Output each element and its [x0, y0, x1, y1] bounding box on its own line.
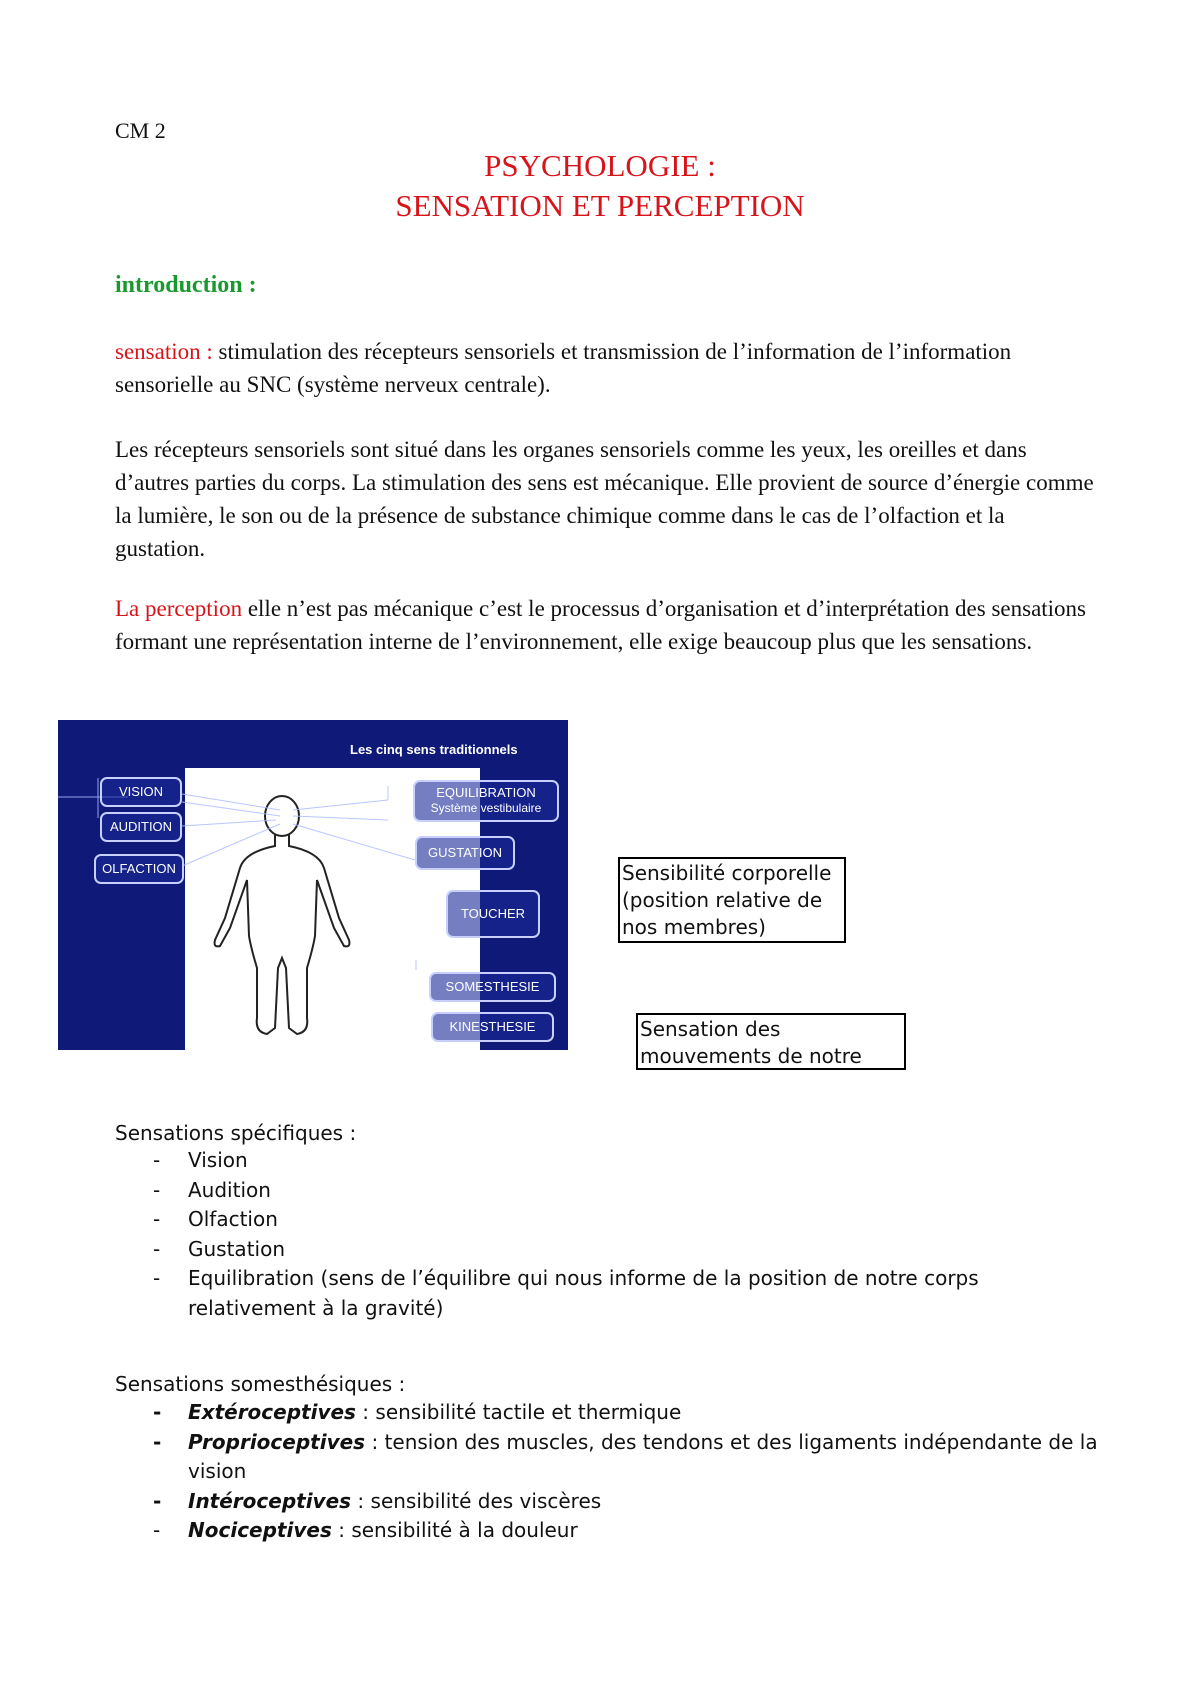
list-item — [115, 1516, 1108, 1546]
list-marker: - — [153, 1266, 161, 1290]
page-title-line1: PSYCHOLOGIE : — [484, 148, 716, 183]
list-item-text: : sensibilité tactile et thermique — [355, 1400, 682, 1424]
page-title-line2: SENSATION ET PERCEPTION — [395, 188, 805, 223]
list-marker: - — [153, 1177, 161, 1202]
list-item — [115, 1398, 1108, 1428]
list-item — [115, 1487, 1108, 1517]
list-item — [115, 1146, 1108, 1176]
equilibration-sublabel: Système vestibulaire — [430, 800, 542, 815]
five-senses-figure — [58, 720, 568, 1050]
sensation-definition: stimulation des récepteurs sensoriels et transmission de l’information de l’information sensorielle au SNC (système nerveux centrale). — [115, 339, 1012, 397]
list-item — [115, 1235, 1108, 1265]
sensation-term: sensation : — [115, 339, 213, 364]
list-item-text: Equilibration (sens de l’équilibre qui nous informe de la position de notre corps relativement à la gravité) — [188, 1266, 979, 1320]
list-marker: - — [153, 1148, 161, 1172]
intro-heading: introduction : — [115, 272, 257, 298]
list-marker: - — [153, 1518, 161, 1542]
receptors-paragraph: Les récepteurs sensoriels sont situé dans les organes sensoriels comme les yeux, les oreilles et dans d’autres parties du corps. La stimulation des sens est mécanique. Elle provient de source d’énergie comme la lumière, le son ou de la présence de substance chimique comme dans le cas de l’olfaction et la gustation. — [115, 437, 1094, 561]
list-item-term: Proprioceptives — [188, 1429, 366, 1454]
list-item-text: : tension des muscles, des tendons et des ligaments indépendante de la vision — [188, 1429, 1098, 1483]
list-item — [115, 1205, 1108, 1235]
list-item-term: Intéroceptives — [188, 1488, 352, 1513]
equilibration-label: EQUILIBRATION — [436, 785, 536, 800]
list-item-text: Olfaction — [188, 1207, 278, 1231]
toucher-box: TOUCHER — [446, 890, 540, 938]
specific-sensations-list — [115, 1146, 1108, 1323]
list-marker: - — [153, 1488, 162, 1513]
list-item — [115, 1428, 1108, 1487]
list-item-text: : sensibilité des viscères — [351, 1488, 602, 1513]
gustation-box: GUSTATION — [415, 836, 515, 870]
list-item-text: Audition — [188, 1177, 271, 1202]
list-item-term: Nociceptives — [188, 1518, 332, 1542]
vision-box: VISION — [100, 777, 182, 807]
somesthetic-sensations-heading: Sensations somesthésiques : — [115, 1372, 406, 1396]
list-item-text: Vision — [188, 1148, 248, 1172]
equilibration-box — [413, 780, 559, 822]
list-item — [115, 1176, 1108, 1206]
list-item-term: Extéroceptives — [188, 1400, 356, 1424]
list-marker: - — [153, 1429, 162, 1454]
audition-box: AUDITION — [100, 812, 182, 842]
list-marker: - — [153, 1236, 161, 1261]
list-item-text: : sensibilité à la douleur — [331, 1518, 578, 1542]
perception-paragraph — [115, 592, 1095, 658]
list-item — [115, 1264, 1108, 1323]
olfaction-box: OLFACTION — [94, 854, 184, 884]
kinesthesie-box: KINESTHESIE — [431, 1012, 554, 1042]
sensation-paragraph — [115, 335, 1095, 401]
movement-callout: Sensation des mouvements de notre — [636, 1013, 906, 1070]
perception-term: La perception — [115, 596, 243, 621]
list-marker: - — [153, 1400, 162, 1424]
figure-title: Les cinq sens traditionnels — [350, 742, 518, 757]
body-sense-callout: Sensibilité corporelle (position relative de nos membres) — [618, 857, 846, 943]
perception-definition: elle n’est pas mécanique c’est le processus d’organisation et d’interprétation des sensations formant une représentation interne de l’environnement, elle exige beaucoup plus que les sensations. — [115, 596, 1087, 654]
course-code: CM 2 — [115, 118, 166, 143]
somesthetic-sensations-list — [115, 1398, 1108, 1546]
list-marker: - — [153, 1207, 161, 1231]
specific-sensations-heading: Sensations spécifiques : — [115, 1121, 357, 1145]
somesthesie-box: SOMESTHESIE — [429, 972, 556, 1002]
list-item-text: Gustation — [188, 1236, 286, 1261]
